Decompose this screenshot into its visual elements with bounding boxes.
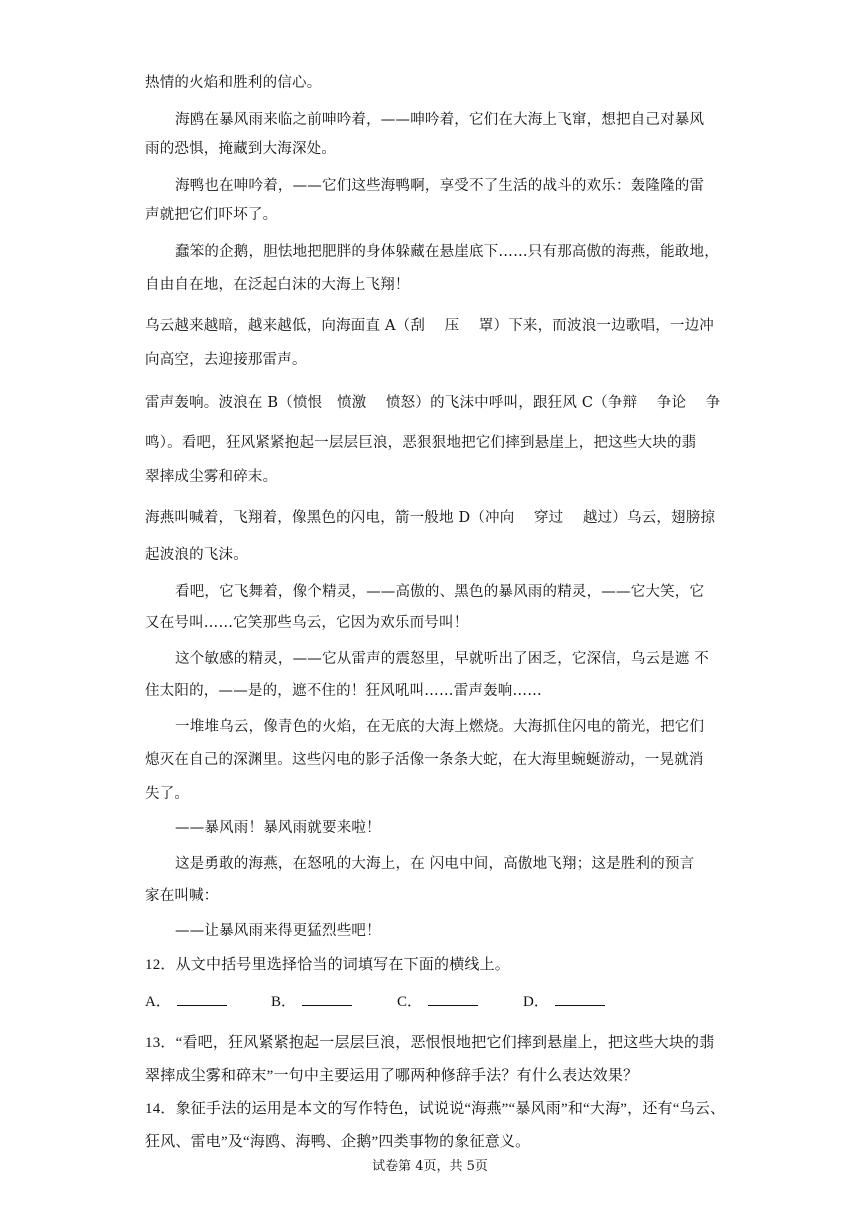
answer-line[interactable]: [177, 990, 227, 1006]
page-footer: 试卷第 4页，共 5页: [372, 1159, 488, 1174]
passage-line: 家在叫喊：: [145, 888, 219, 904]
passage-line: 一堆堆乌云，像青色的火焰，在无底的大海上燃烧。大海抓住闪电的箭光，把它们: [175, 719, 705, 735]
passage-line: 失了。: [145, 786, 190, 802]
passage-line: 自由自在地，在泛起白沫的大海上飞翔！: [145, 277, 410, 293]
question-14: 14．象征手法的运用是本文的写作特色，试说说“海燕”“暴风雨”和“大海”，还有“乌云、: [145, 1101, 726, 1117]
passage-line: 又在号叫……它笑那些乌云，它因为欢乐而号叫！: [145, 615, 469, 631]
passage-line: 雷声轰响。波浪在 B（愤恨 愤激 愤怒）的飞沫中呼叫，跟狂风 C（争辩 争论 争: [145, 395, 721, 411]
blank-a[interactable]: [145, 990, 227, 1011]
passage-line: 雨的恐惧，掩藏到大海深处。: [145, 141, 337, 157]
blank-label: A．: [145, 994, 171, 1010]
passage-line: ——暴风雨！暴风雨就要来啦！: [175, 820, 381, 836]
passage-line: 熄灭在自己的深渊里。这些闪电的影子活像一条条大蛇，在大海里蜿蜒游动，一晃就消: [145, 752, 704, 768]
question-14-cont: 狂风、雷电”及“海鸥、海鸭、企鹅”四类事物的象征意义。: [145, 1134, 531, 1150]
passage-line: 海鸥在暴风雨来临之前呻吟着，——呻吟着，它们在大海上飞窜，想把自己对暴风: [175, 112, 705, 128]
passage-line: 海燕叫喊着，飞翔着，像黑色的闪电，箭一般地 D（冲向 穿过 越过）乌云，翅膀掠: [145, 510, 716, 526]
passage-line: 鸣）。看吧，狂风紧紧抱起一层层巨浪，恶狠狠地把它们摔到悬崖上，把这些大块的翡: [145, 435, 697, 451]
passage-line: 起波浪的飞沫。: [145, 547, 248, 563]
passage-line: 看吧，它飞舞着，像个精灵，——高傲的、黑色的暴风雨的精灵，——它大笑，它: [175, 584, 705, 600]
passage-line: ——让暴风雨来得更猛烈些吧！: [175, 923, 381, 939]
passage-line: 住太阳的，——是的，遮不住的！狂风吼叫……雷声轰响……: [145, 683, 542, 699]
question-13-cont: 翠摔成尘雾和碎末”一句中主要运用了哪两种修辞手法？有什么表达效果？: [145, 1068, 639, 1084]
passage-line: 乌云越来越暗，越来越低，向海面直 A（刮 压 罩）下来，而波浪一边歌唱，一边冲: [145, 318, 714, 334]
passage-line: 向高空，去迎接那雷声。: [145, 352, 307, 368]
passage-line: 声就把它们吓坏了。: [145, 207, 278, 223]
answer-line[interactable]: [555, 990, 605, 1006]
blank-d[interactable]: [523, 990, 605, 1011]
question-13: 13．“看吧，狂风紧紧抱起一层层巨浪，恶恨恨地把它们摔到悬崖上，把这些大块的翡: [145, 1035, 715, 1051]
passage-line: 这是勇敢的海燕，在怒吼的大海上，在 闪电中间，高傲地飞翔；这是胜利的预言: [175, 856, 695, 872]
blank-c[interactable]: [397, 990, 478, 1011]
answer-blanks: [145, 990, 720, 1012]
answer-line[interactable]: [302, 990, 352, 1006]
passage-line: 蠢笨的企鹅，胆怯地把肥胖的身体躲藏在悬崖底下……只有那高傲的海燕，能敢地，: [175, 244, 719, 260]
blank-label: C．: [397, 994, 423, 1010]
passage-line: 海鸭也在呻吟着，——它们这些海鸭啊，享受不了生活的战斗的欢乐：轰隆隆的雷: [175, 178, 705, 194]
passage-line: 这个敏感的精灵，——它从雷声的震怒里，早就听出了困乏，它深信，乌云是遮 不: [175, 651, 710, 667]
blank-label: D．: [523, 994, 549, 1010]
answer-line[interactable]: [428, 990, 478, 1006]
question-12: 12．从文中括号里选择恰当的词填写在下面的横线上。: [145, 957, 511, 973]
blank-label: B．: [271, 994, 297, 1010]
passage-line: 热情的火焰和胜利的信心。: [145, 75, 322, 91]
blank-b[interactable]: [271, 990, 352, 1011]
passage-line: 翠摔成尘雾和碎末。: [145, 469, 278, 485]
